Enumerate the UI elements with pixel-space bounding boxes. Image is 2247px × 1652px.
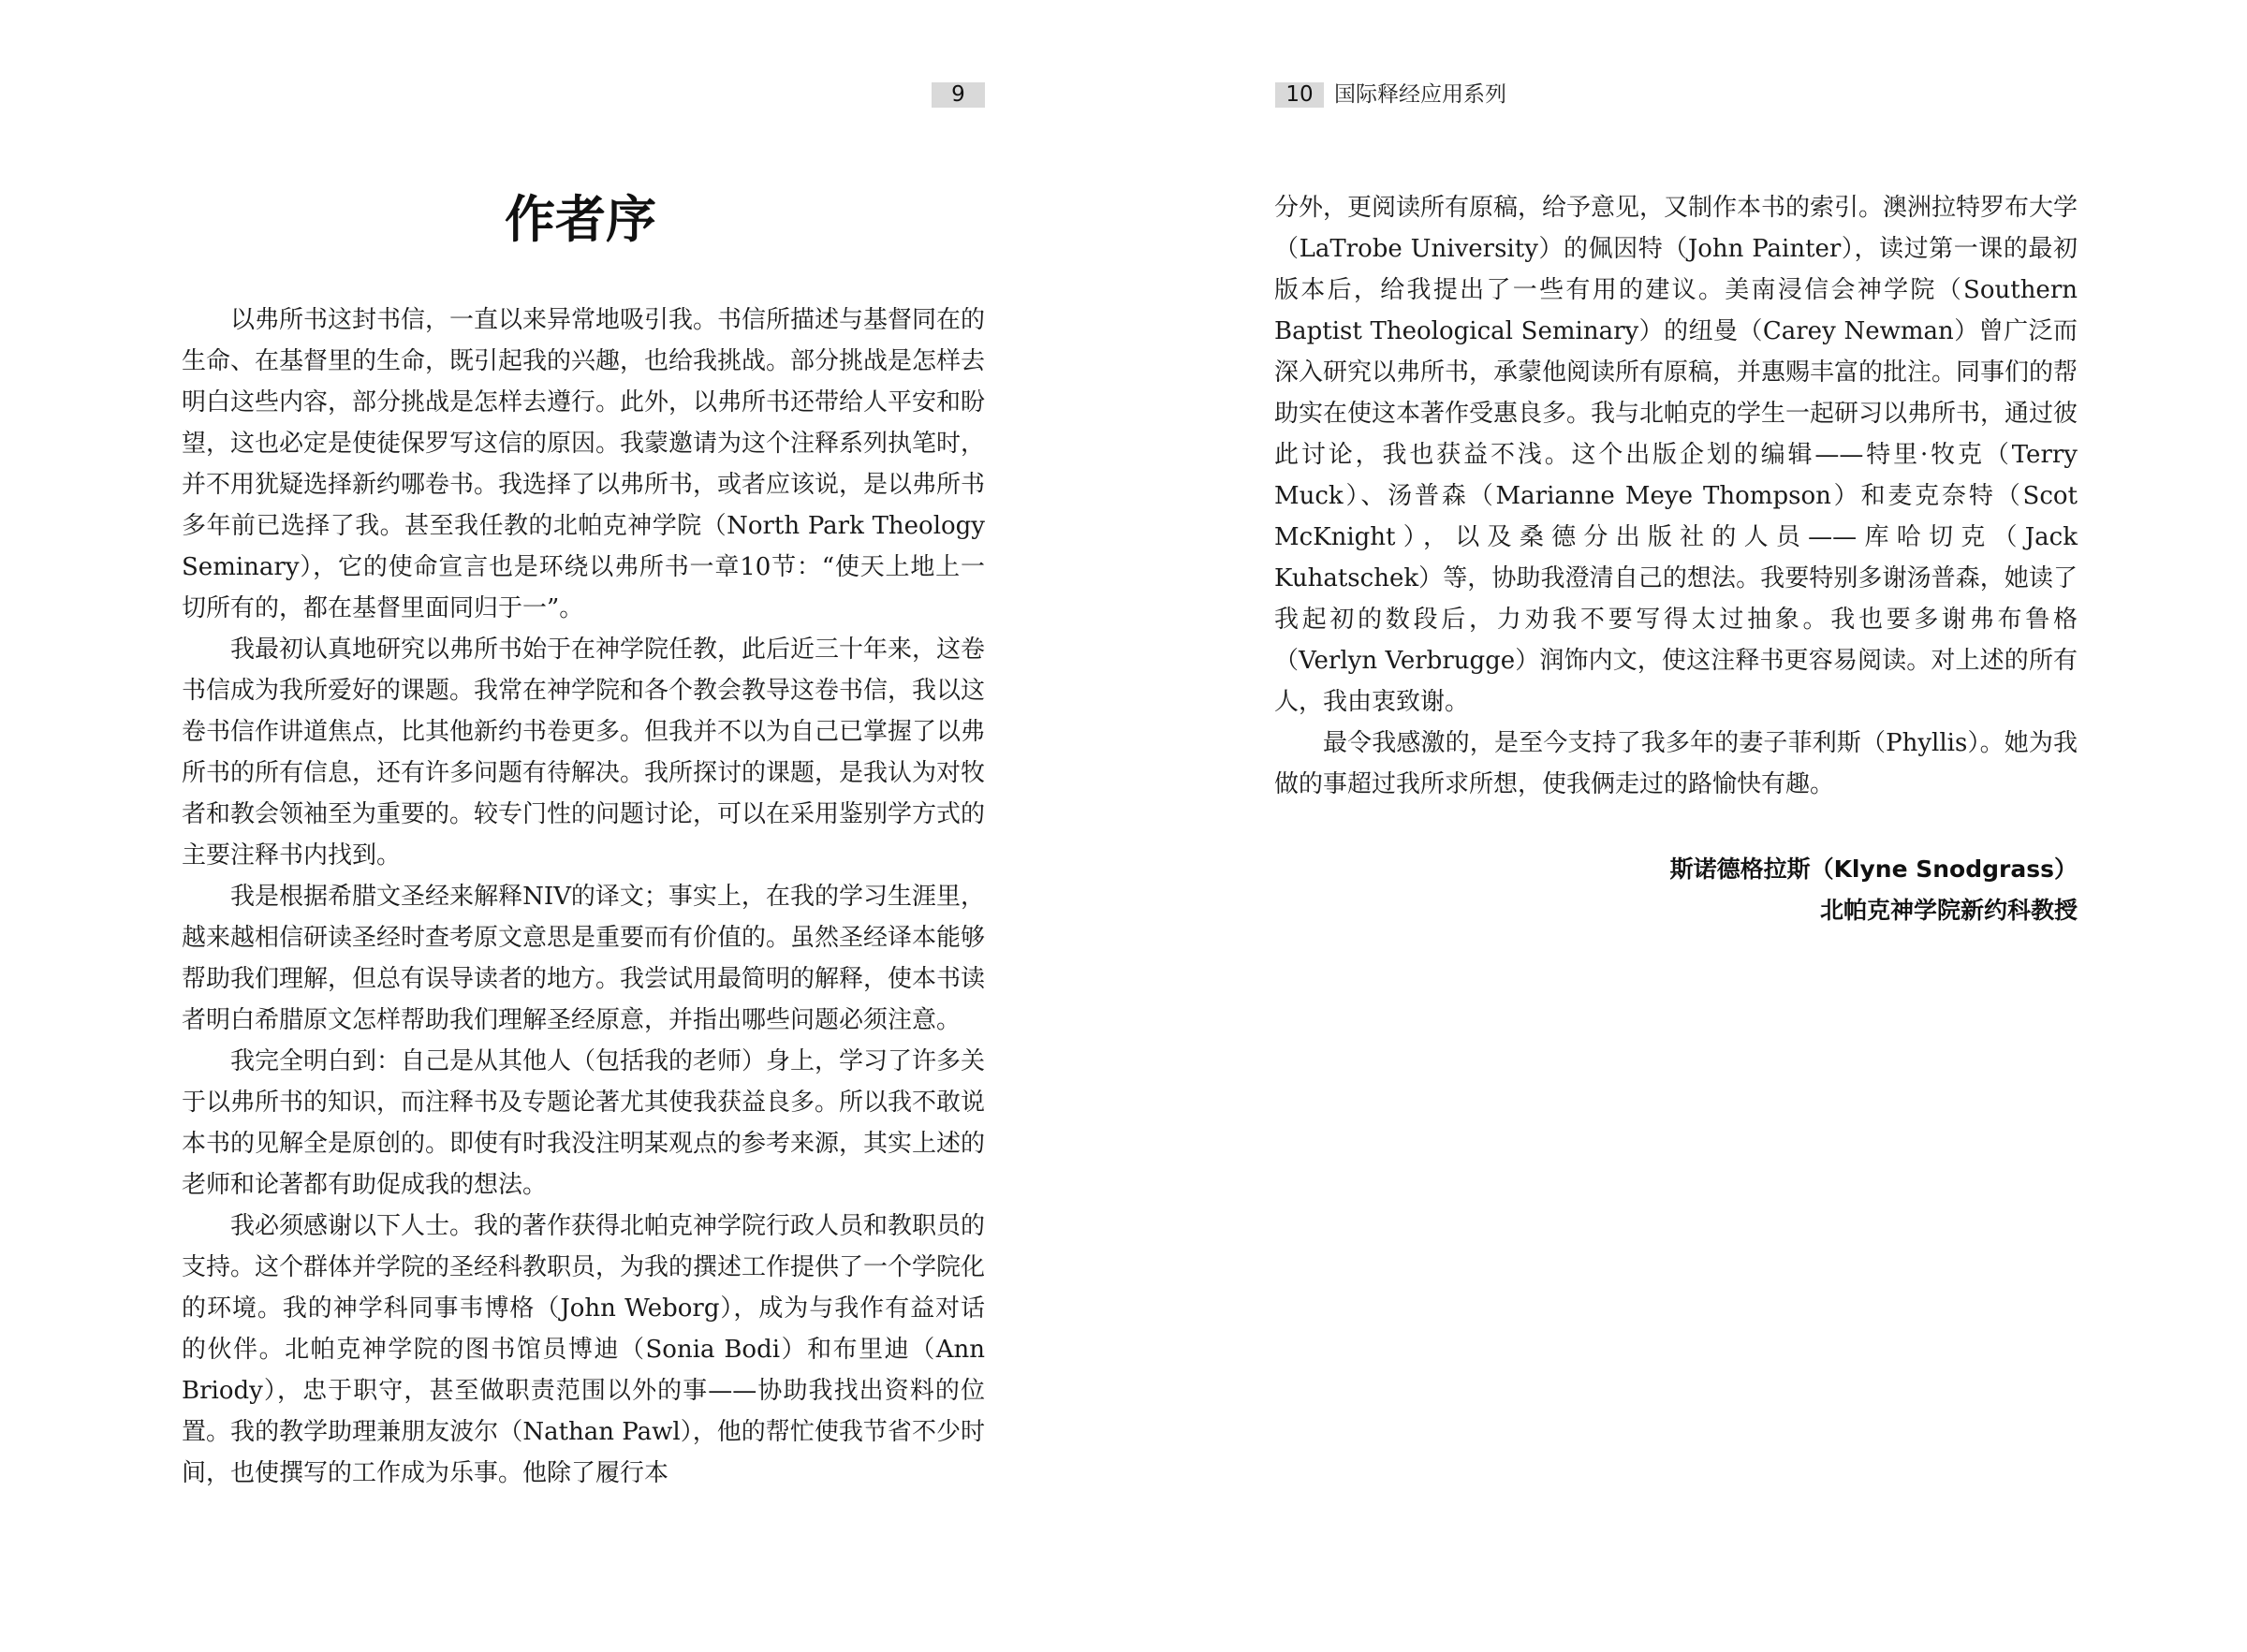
paragraph: 我是根据希腊文圣经来解释NIV的译文；事实上，在我的学习生涯里，越来越相信研读圣经时查考原文意思是重要而有价值的。虽然圣经译本能够帮助我们理解，但总有误导读者的地方。我尝试用最简明的解释，使本书读者明白希腊原文怎样帮助我们理解圣经原意，并指出哪些问题必须注意。 [182, 883, 986, 1034]
chapter-title: 作者序 [505, 190, 656, 249]
paragraph-continued: 分外，更阅读所有原稿，给予意见，又制作本书的索引。澳洲拉特罗布大学（LaTrobe University）的佩因特（John Painter），读过第一课的最初版本后，给我提出了一些有用的建议。美南浸信会神学院（Southern Baptist Theological Seminary）的纽曼（Carey Newman）曾广泛而深入研究以弗所书，承蒙他阅读所有原稿，并惠赐丰富的批注。同事们的帮助实在使这本著作受惠良多。我与北帕克的学生一起研习以弗所书，通过彼此讨论，我也获益不浅。这个出版企划的编辑——特里·牧克（Terry Muck）、汤普森（Marianne Meye Thompson）和麦克奈特（Scot McKnight），以及桑德分出版社的人员——库哈切克（Jack Kuhatschek）等，协助我澄清自己的想法。我要特别多谢汤普森，她读了我起初的数段后，力劝我不要写得太过抽象。我也要多谢弗布鲁格（Verlyn Verbrugge）润饰内文，使这注释书更容易阅读。对上述的所有人，我由衷致谢。 [1274, 194, 2078, 716]
running-head: 国际释经应用系列 [1334, 82, 1506, 107]
right-body-text [1274, 187, 2078, 805]
page-number: 10 [1275, 82, 1324, 108]
paragraph: 我必须感谢以下人士。我的著作获得北帕克神学院行政人员和教职员的支持。这个群体并学院的圣经科教职员，为我的撰述工作提供了一个学院化的环境。我的神学科同事韦博格（John Weborg），成为与我作有益对话的伙伴。北帕克神学院的图书馆员博迪（Sonia Bodi）和布里迪（Ann Briody），忠于职守，甚至做职责范围以外的事——协助我找出资料的位置。我的教学助理兼朋友波尔（Nathan Pawl），他的帮忙使我节省不少时间，也使撰写的工作成为乐事。他除了履行本 [182, 1212, 986, 1487]
author-title: 北帕克神学院新约科教授 [1819, 897, 2078, 924]
paragraph: 我最初认真地研究以弗所书始于在神学院任教，此后近三十年来，这卷书信成为我所爱好的课题。我常在神学院和各个教会教导这卷书信，我以这卷书信作讲道焦点，比其他新约书卷更多。但我并不以为自己已掌握了以弗所书的所有信息，还有许多问题有待解决。我所探讨的课题，是我认为对牧者和教会领袖至为重要的。较专门性的问题讨论，可以在采用鉴别学方式的主要注释书内找到。 [182, 636, 986, 870]
paragraph: 最令我感激的，是至今支持了我多年的妻子菲利斯（Phyllis）。她为我做的事超过我所求所想，使我俩走过的路愉快有趣。 [1274, 729, 2078, 798]
paragraph: 我完全明白到：自己是从其他人（包括我的老师）身上，学习了许多关于以弗所书的知识，而注释书及专题论著尤其使我获益良多。所以我不敢说本书的见解全是原创的。即使有时我没注明某观点的参考来源，其实上述的老师和论著都有助促成我的想法。 [182, 1047, 986, 1199]
right-page [1124, 0, 2247, 1652]
page-number: 9 [932, 82, 985, 108]
author-name: 斯诺德格拉斯（Klyne Snodgrass） [1669, 855, 2078, 883]
author-signature [1274, 849, 2078, 931]
paragraph: 以弗所书这封书信，一直以来异常地吸引我。书信所描述与基督同在的生命、在基督里的生命，既引起我的兴趣，也给我挑战。部分挑战是怎样去明白这些内容，部分挑战是怎样去遵行。此外，以弗所书还带给人平安和盼望，这也必定是使徒保罗写这信的原因。我蒙邀请为这个注释系列执笔时，并不用犹疑选择新约哪卷书。我选择了以弗所书，或者应该说，是以弗所书多年前已选择了我。甚至我任教的北帕克神学院（North Park Theology Seminary），它的使命宣言也是环绕以弗所书一章10节：“使天上地上一切所有的，都在基督里面同归于一”。 [182, 306, 986, 622]
left-body-text [182, 300, 985, 1494]
